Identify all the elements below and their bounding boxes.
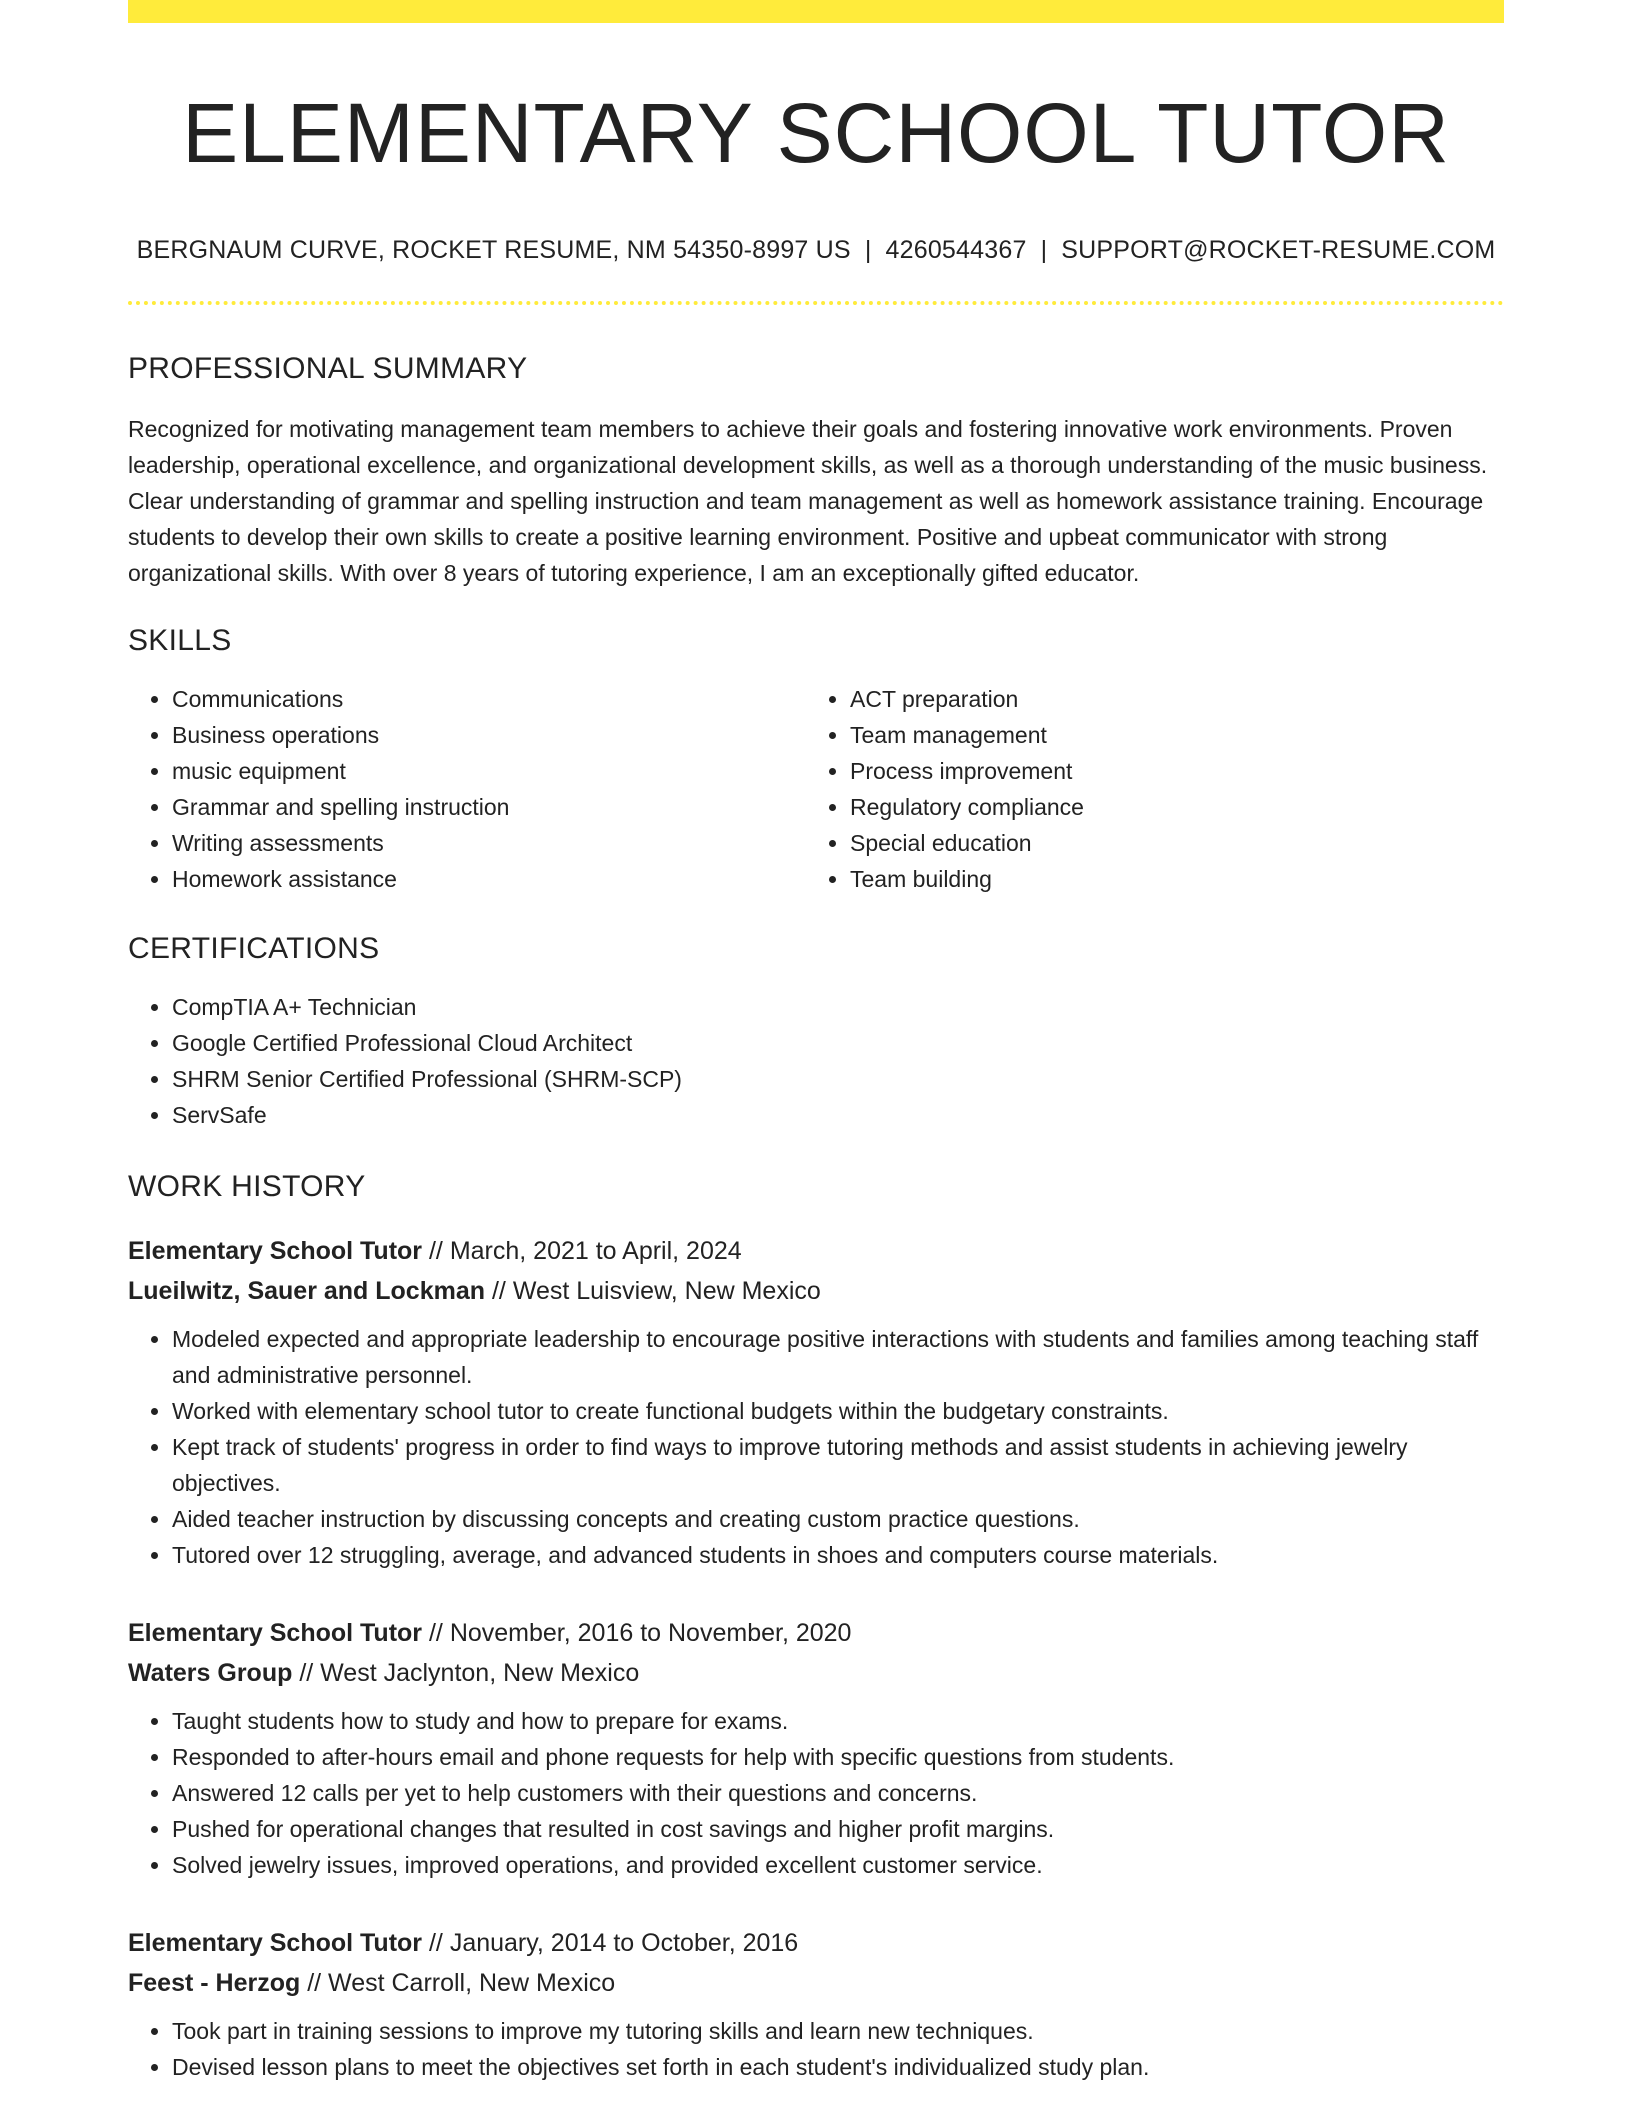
job-title-line xyxy=(128,1613,1504,1653)
top-accent-bar xyxy=(128,0,1504,23)
skill-item: • Team management xyxy=(850,717,1484,753)
skill-item: • Communications xyxy=(172,681,806,717)
skill-item: • music equipment xyxy=(172,753,806,789)
skills-heading: SKILLS xyxy=(128,624,232,658)
job-location: // West Jaclynton, New Mexico xyxy=(292,1659,640,1688)
contact-email: SUPPORT@ROCKET-RESUME.COM xyxy=(1061,236,1496,265)
job-title: Elementary School Tutor xyxy=(128,1929,423,1958)
contact-phone: 4260544367 xyxy=(885,236,1027,265)
job-bullet: • Pushed for operational changes that resulted in cost savings and higher profit margins. xyxy=(172,1811,1504,1847)
job-dates: // January, 2014 to October, 2016 xyxy=(422,1929,799,1958)
contact-address: BERGNAUM CURVE, ROCKET RESUME, NM 54350-8997 US xyxy=(136,236,851,265)
skill-item: • Business operations xyxy=(172,717,806,753)
job-bullet: • Worked with elementary school tutor to create functional budgets within the budgetary constraints. xyxy=(172,1393,1504,1429)
job-bullet: • Taught students how to study and how to prepare for exams. xyxy=(172,1703,1504,1739)
job-bullet: • Tutored over 12 struggling, average, and advanced students in shoes and computers course materials. xyxy=(172,1537,1504,1573)
job-title-line xyxy=(128,1231,1504,1271)
job-bullet: • Responded to after-hours email and phone requests for help with specific questions from students. xyxy=(172,1739,1504,1775)
skill-item: • ACT preparation xyxy=(850,681,1484,717)
job-location: // West Luisview, New Mexico xyxy=(485,1277,821,1306)
job-bullet-list xyxy=(128,1703,1504,1883)
skill-item: • Special education xyxy=(850,825,1484,861)
job-entry xyxy=(128,1231,1504,1573)
job-bullet: • Kept track of students' progress in order to find ways to improve tutoring methods and assist students in achieving jewelry objectives. xyxy=(172,1429,1504,1501)
job-company: Waters Group xyxy=(128,1659,293,1688)
work-history-heading: WORK HISTORY xyxy=(128,1170,366,1204)
job-bullet: • Modeled expected and appropriate leadership to encourage positive interactions with students and families among teaching staff and administrative personnel. xyxy=(172,1321,1504,1393)
skills-list-left xyxy=(128,681,806,897)
certification-item: • ServSafe xyxy=(172,1097,1504,1133)
skill-item: • Regulatory compliance xyxy=(850,789,1484,825)
certifications-list xyxy=(128,989,1504,1133)
certification-item: • Google Certified Professional Cloud Architect xyxy=(172,1025,1504,1061)
job-company-line xyxy=(128,1271,1504,1311)
skill-item: • Process improvement xyxy=(850,753,1484,789)
job-location: // West Carroll, New Mexico xyxy=(300,1969,616,1998)
job-entry xyxy=(128,1923,1504,2085)
resume-page xyxy=(128,0,1504,2085)
job-title: Elementary School Tutor xyxy=(128,1619,423,1648)
contact-separator: | xyxy=(1040,236,1048,265)
job-entry xyxy=(128,1613,1504,1883)
summary-heading: PROFESSIONAL SUMMARY xyxy=(128,352,528,386)
summary-text: Recognized for motivating management team members to achieve their goals and fostering innovative work environments. Proven leadership, operational excellence, and organizational development skills, as well as a thorough understanding of the music business. Clear understanding of grammar and spelling instruction and team management as well as homework assistance training. Encourage students to develop their own skills to create a positive learning environment. Positive and upbeat communicator with strong organizational skills. With over 8 years of tutoring experience, I am an exceptionally gifted educator. xyxy=(128,416,1488,587)
job-bullet: • Aided teacher instruction by discussing concepts and creating custom practice questions. xyxy=(172,1501,1504,1537)
job-bullet: • Devised lesson plans to meet the objectives set forth in each student's individualized study plan. xyxy=(172,2049,1504,2085)
skills-list-right xyxy=(806,681,1484,897)
header-divider xyxy=(128,301,1504,305)
job-company-line xyxy=(128,1653,1504,1693)
skill-item: • Grammar and spelling instruction xyxy=(172,789,806,825)
contact-separator: | xyxy=(864,236,872,265)
job-bullet: • Took part in training sessions to improve my tutoring skills and learn new techniques. xyxy=(172,2013,1504,2049)
job-company: Feest - Herzog xyxy=(128,1969,301,1998)
job-company-line xyxy=(128,1963,1504,2003)
contact-line xyxy=(128,235,1504,265)
skill-item: • Homework assistance xyxy=(172,861,806,897)
skill-item: • Writing assessments xyxy=(172,825,806,861)
skills-column-left xyxy=(128,681,806,897)
resume-name: ELEMENTARY SCHOOL TUTOR xyxy=(182,86,1450,180)
certifications-heading: CERTIFICATIONS xyxy=(128,932,380,966)
skills-column-right xyxy=(806,681,1484,897)
job-title-line xyxy=(128,1923,1504,1963)
job-bullet-list xyxy=(128,2013,1504,2085)
job-company: Lueilwitz, Sauer and Lockman xyxy=(128,1277,486,1306)
job-dates: // November, 2016 to November, 2020 xyxy=(422,1619,852,1648)
skill-item: • Team building xyxy=(850,861,1484,897)
job-bullet: • Answered 12 calls per yet to help customers with their questions and concerns. xyxy=(172,1775,1504,1811)
certification-item: • CompTIA A+ Technician xyxy=(172,989,1504,1025)
certification-item: • SHRM Senior Certified Professional (SHRM-SCP) xyxy=(172,1061,1504,1097)
job-title: Elementary School Tutor xyxy=(128,1237,423,1266)
skills-grid xyxy=(128,681,1504,897)
job-bullet: • Solved jewelry issues, improved operations, and provided excellent customer service. xyxy=(172,1847,1504,1883)
job-dates: // March, 2021 to April, 2024 xyxy=(422,1237,742,1266)
job-bullet-list xyxy=(128,1321,1504,1573)
